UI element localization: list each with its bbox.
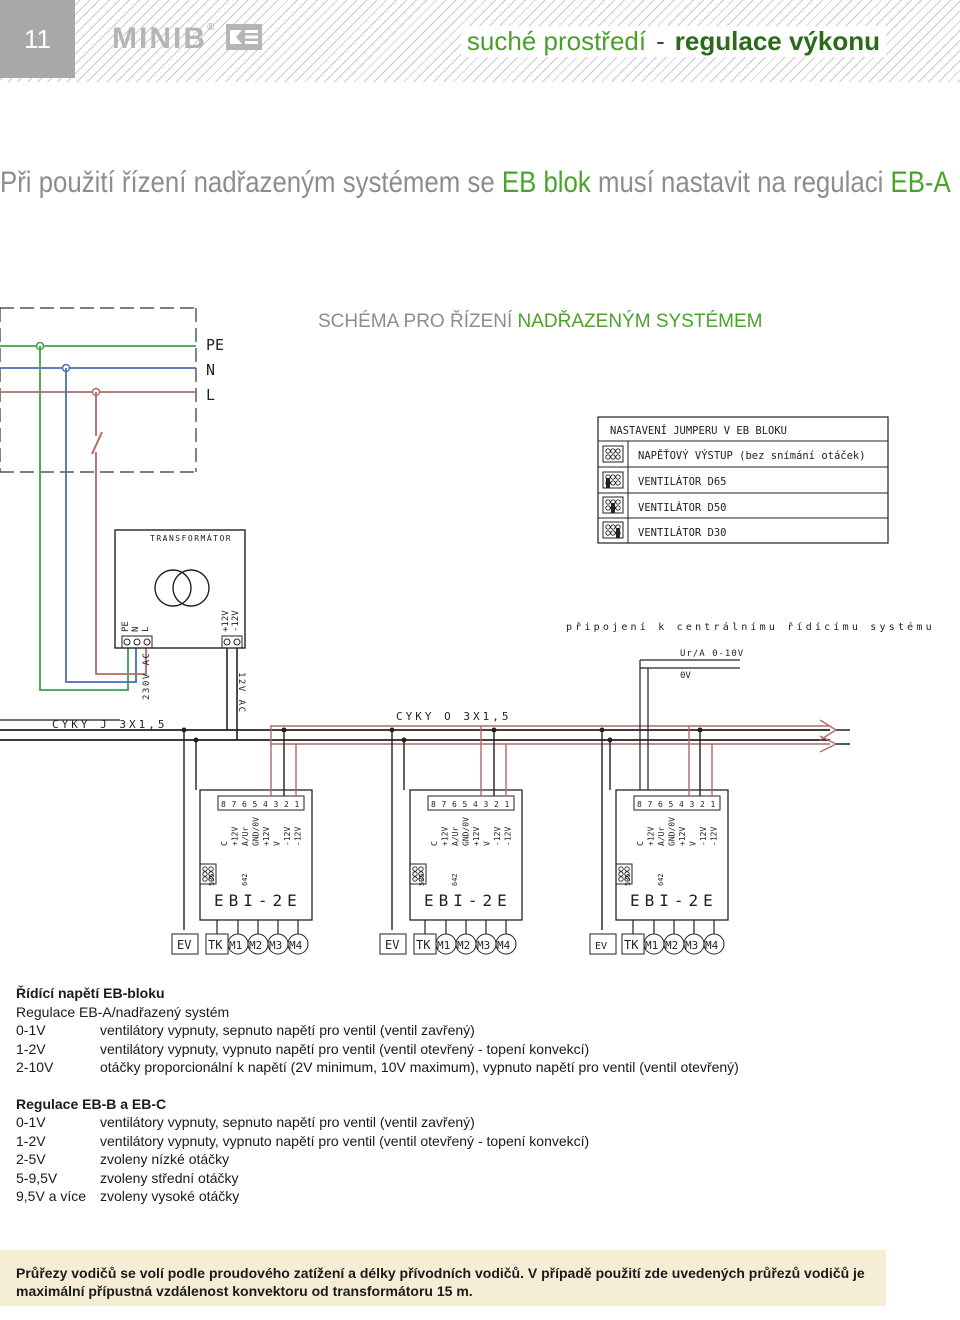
- central-system-label: připojení k centrálnímu řídícímu systému: [566, 622, 935, 633]
- n-drop-wire: [66, 368, 136, 682]
- section-title-topic: regulace výkonu: [674, 26, 880, 56]
- svg-text:+12V: +12V: [262, 826, 271, 846]
- jumper-row-voltage: NAPĚŤOVÝ VÝSTUP (bez snímání otáček): [638, 450, 866, 462]
- legend-row: 0-1V ventilátory vypnuty, sepnuto napětí pro ventil (ventil zavřený): [16, 1114, 475, 1130]
- headline-eb-blok: EB blok: [501, 166, 591, 199]
- svg-text:M4: M4: [497, 939, 511, 952]
- svg-text:-12V: -12V: [709, 826, 719, 846]
- svg-text:-12V: -12V: [699, 826, 708, 846]
- eb-block-2: [410, 790, 522, 920]
- svg-text:A/Ur: A/Ur: [451, 826, 460, 846]
- svg-text:M4: M4: [289, 939, 303, 952]
- svg-text:C: C: [636, 841, 645, 846]
- control-voltage-legend: [16, 984, 936, 1206]
- svg-text:8: 8: [637, 800, 642, 809]
- l-label: L: [206, 386, 216, 404]
- jumper-row-d65: VENTILÁTOR D65: [638, 476, 727, 488]
- svg-text:642: 642: [657, 873, 665, 886]
- svg-text:EV: EV: [177, 938, 192, 952]
- svg-text:7: 7: [647, 800, 653, 809]
- pe-label: PE: [206, 336, 225, 354]
- svg-text:M1: M1: [229, 939, 243, 952]
- page-headline: [0, 166, 951, 200]
- svg-text:+12V: +12V: [646, 826, 656, 846]
- svg-text:4: 4: [473, 800, 478, 809]
- svg-text:M2: M2: [249, 939, 263, 952]
- svg-text:GND/0V: GND/0V: [667, 817, 677, 846]
- minib-logo: [112, 22, 216, 56]
- svg-text:GND/0V: GND/0V: [251, 817, 261, 846]
- legend-row: 1-2V ventilátory vypnuty, vypnuto napětí pro ventil (ventil otevřený - topení konvekcí): [16, 1132, 590, 1149]
- arrow-icon-3: [836, 730, 850, 744]
- wiring-diagram: [0, 290, 960, 970]
- svg-text:M1: M1: [437, 939, 451, 952]
- svg-text:535: 535: [208, 873, 216, 886]
- svg-text:6: 6: [242, 800, 247, 809]
- logo-mark-icon: [226, 24, 262, 50]
- jumper-table-title: NASTAVENÍ JUMPERU V EB BLOKU: [610, 425, 788, 437]
- svg-text:V: V: [272, 841, 282, 846]
- svg-text:+12V: +12V: [440, 826, 450, 846]
- svg-text:EBI-2E: EBI-2E: [630, 891, 718, 910]
- svg-text:V: V: [482, 841, 492, 846]
- svg-text:7: 7: [231, 800, 237, 809]
- svg-text:+12V: +12V: [678, 826, 687, 846]
- section-title: [461, 26, 886, 57]
- svg-text:-12V: -12V: [503, 826, 513, 846]
- svg-text:535: 535: [418, 873, 426, 886]
- svg-text:4: 4: [263, 800, 268, 809]
- svg-text:+12V: +12V: [230, 826, 240, 846]
- headline-part1: Při použití řízení nadřazeným systémem se: [0, 166, 502, 199]
- cable-note-line-1: Průřezy vodičů se volí podle proudového zatížení a délky přívodních vodičů. V případě použití zde uvedených průřezů vodičů je: [16, 1265, 865, 1281]
- page-header: [0, 0, 960, 82]
- block-output-wires: [217, 920, 714, 934]
- svg-text:M4: M4: [705, 939, 719, 952]
- svg-text:7: 7: [441, 800, 447, 809]
- svg-text:+12V: +12V: [472, 826, 481, 846]
- svg-text:5: 5: [668, 800, 674, 809]
- v230-label: 230V AC: [142, 651, 152, 700]
- svg-text:C: C: [220, 841, 229, 846]
- svg-text:EV: EV: [595, 941, 608, 952]
- legend-title-2: Regulace EB-B a EB-C: [16, 1095, 167, 1112]
- eb-block-1: [200, 790, 312, 920]
- svg-text:3: 3: [483, 800, 489, 809]
- cable-mid-label: CYKY O 3X1,5: [396, 710, 512, 723]
- legend-subtitle-1: Regulace EB-A/nadřazený systém: [16, 1003, 230, 1020]
- svg-text:5: 5: [252, 800, 258, 809]
- switch-icon: [92, 432, 102, 454]
- svg-text:1: 1: [504, 800, 510, 809]
- headline-part3: musí nastavit na regulaci: [590, 166, 891, 199]
- jumper-table: [598, 417, 888, 543]
- svg-text:A/Ur: A/Ur: [241, 826, 250, 846]
- jumper-row-d30: VENTILÁTOR D30: [638, 527, 727, 539]
- legend-title-1: Řídící napětí EB-bloku: [16, 985, 165, 1001]
- outputs-row-2: [380, 934, 516, 954]
- svg-text:M3: M3: [269, 939, 283, 952]
- svg-text:8: 8: [221, 800, 226, 809]
- svg-text:EBI-2E: EBI-2E: [214, 891, 302, 910]
- svg-text:-12V: -12V: [283, 826, 292, 846]
- legend-row: 9,5V a více zvoleny vysoké otáčky: [16, 1188, 240, 1204]
- eb-block-3: [616, 790, 728, 920]
- cable-note: [0, 1250, 886, 1306]
- svg-text:6: 6: [658, 800, 663, 809]
- svg-text:EV: EV: [385, 938, 400, 952]
- svg-text:V: V: [688, 841, 698, 846]
- svg-text:A/Ur: A/Ur: [657, 826, 666, 846]
- v12-label: 12V AC: [236, 672, 246, 714]
- svg-text:642: 642: [451, 873, 459, 886]
- svg-text:3: 3: [689, 800, 695, 809]
- page-number: 11: [0, 0, 75, 78]
- legend-row: 0-1V ventilátory vypnuty, sepnuto napětí pro ventil (ventil zavřený): [16, 1022, 475, 1038]
- svg-text:M1: M1: [645, 939, 659, 952]
- zero-v-label: 0V: [680, 671, 691, 681]
- svg-text:TK: TK: [208, 938, 223, 952]
- svg-text:642: 642: [241, 873, 249, 886]
- tr-n-label: N: [131, 626, 141, 632]
- svg-text:5: 5: [462, 800, 468, 809]
- svg-text:M2: M2: [457, 939, 471, 952]
- svg-text:2: 2: [700, 800, 705, 809]
- tr-pe-label: PE: [121, 621, 131, 632]
- svg-text:8: 8: [431, 800, 436, 809]
- legend-row: 5-9,5V zvoleny střední otáčky: [16, 1169, 239, 1186]
- legend-row: 1-2V ventilátory vypnuty, vypnuto napětí pro ventil (ventil otevřený - topení konvekcí): [16, 1040, 590, 1057]
- headline-eb-a: EB-A: [890, 166, 951, 199]
- svg-text:1: 1: [710, 800, 716, 809]
- logo-registered: ®: [207, 22, 217, 33]
- section-title-sep: -: [656, 26, 665, 56]
- jumper-icon: [603, 446, 623, 462]
- svg-text:GND/0V: GND/0V: [461, 817, 471, 846]
- cable-left-label: CYKY J 3X1,5: [52, 718, 168, 731]
- transformer-input-terminals: [122, 636, 152, 648]
- svg-text:-12V: -12V: [493, 826, 502, 846]
- svg-text:M2: M2: [665, 939, 679, 952]
- tr-out-plus-label: +12V: [221, 610, 231, 632]
- svg-text:-12V: -12V: [293, 826, 303, 846]
- ura-label: Ur/A 0-10V: [680, 649, 745, 659]
- n-label: N: [206, 361, 216, 379]
- jumper-row-d50: VENTILÁTOR D50: [638, 502, 727, 514]
- svg-text:EBI-2E: EBI-2E: [424, 891, 512, 910]
- svg-text:C: C: [430, 841, 439, 846]
- legend-row: 2-5V zvoleny nízké otáčky: [16, 1151, 230, 1167]
- svg-text:2: 2: [284, 800, 289, 809]
- svg-text:TK: TK: [416, 938, 431, 952]
- outputs-row-3: [590, 934, 724, 954]
- legend-row: 2-10V otáčky proporcionální k napětí (2V minimum, 10V maximum), vypnuto napětí pro ventil (ventil otevřený): [16, 1059, 739, 1075]
- tr-l-label: L: [141, 626, 151, 632]
- svg-text:M3: M3: [685, 939, 699, 952]
- tr-out-minus-label: -12V: [231, 610, 241, 632]
- svg-text:4: 4: [679, 800, 684, 809]
- svg-text:6: 6: [452, 800, 457, 809]
- svg-text:2: 2: [494, 800, 499, 809]
- section-title-env: suché prostředí: [466, 26, 647, 56]
- svg-text:TK: TK: [624, 938, 639, 952]
- transformer-output-terminals: [222, 636, 242, 648]
- svg-text:1: 1: [294, 800, 300, 809]
- diagram-title: SCHÉMA PRO ŘÍZENÍ NADŘAZENÝM SYSTÉMEM: [318, 311, 763, 332]
- svg-text:535: 535: [624, 873, 632, 886]
- transformer-label: TRANSFORMÁTOR: [150, 534, 233, 543]
- logo-text: MINIB: [112, 22, 207, 55]
- svg-text:M3: M3: [477, 939, 491, 952]
- outputs-row-1: [172, 934, 308, 954]
- svg-text:3: 3: [273, 800, 279, 809]
- cable-note-line-2: maximální přípustná vzdálenost konvektoru od transformátoru 15 m.: [16, 1283, 473, 1299]
